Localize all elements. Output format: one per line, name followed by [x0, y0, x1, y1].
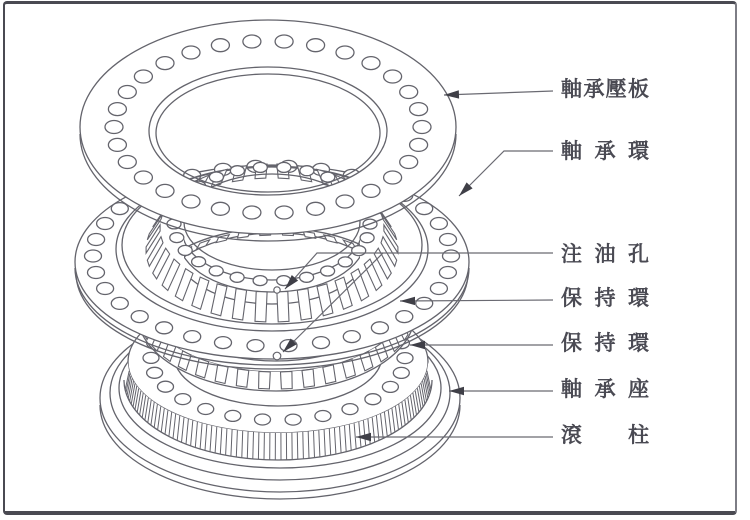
part-label-6 — [561, 377, 649, 403]
part-label-char: 保 — [561, 332, 582, 355]
part-label-char: 板 — [627, 78, 649, 101]
part-label-char: 持 — [594, 332, 616, 355]
part-label-2 — [561, 139, 649, 165]
part-label-5 — [561, 331, 649, 357]
part-label-char: 軸 — [561, 140, 582, 163]
part-label-4 — [561, 286, 649, 312]
part-label-char: 承 — [594, 140, 616, 163]
part-label-3 — [561, 242, 649, 268]
part-label-char: 持 — [594, 287, 616, 310]
part-label-char: 座 — [628, 378, 649, 401]
part-label-char: 環 — [628, 332, 649, 355]
part-label-char: 軸 — [561, 378, 582, 401]
part-label-char: 保 — [561, 287, 582, 310]
part-label-char: 承 — [594, 378, 616, 401]
part-label-char: 注 — [561, 243, 582, 266]
part-label-1 — [561, 77, 649, 103]
part-label-char: 壓 — [605, 78, 627, 101]
part-label-char: 軸 — [561, 78, 582, 101]
part-label-7 — [561, 423, 649, 449]
part-label-char: 油 — [594, 243, 616, 266]
part-label-char: 滾 — [561, 424, 582, 447]
part-label-char: 環 — [628, 140, 649, 163]
part-label-char: 柱 — [628, 424, 649, 447]
part-label-char: 孔 — [628, 243, 649, 266]
part-label-char: 環 — [628, 287, 649, 310]
part-label-char: 承 — [583, 78, 605, 101]
